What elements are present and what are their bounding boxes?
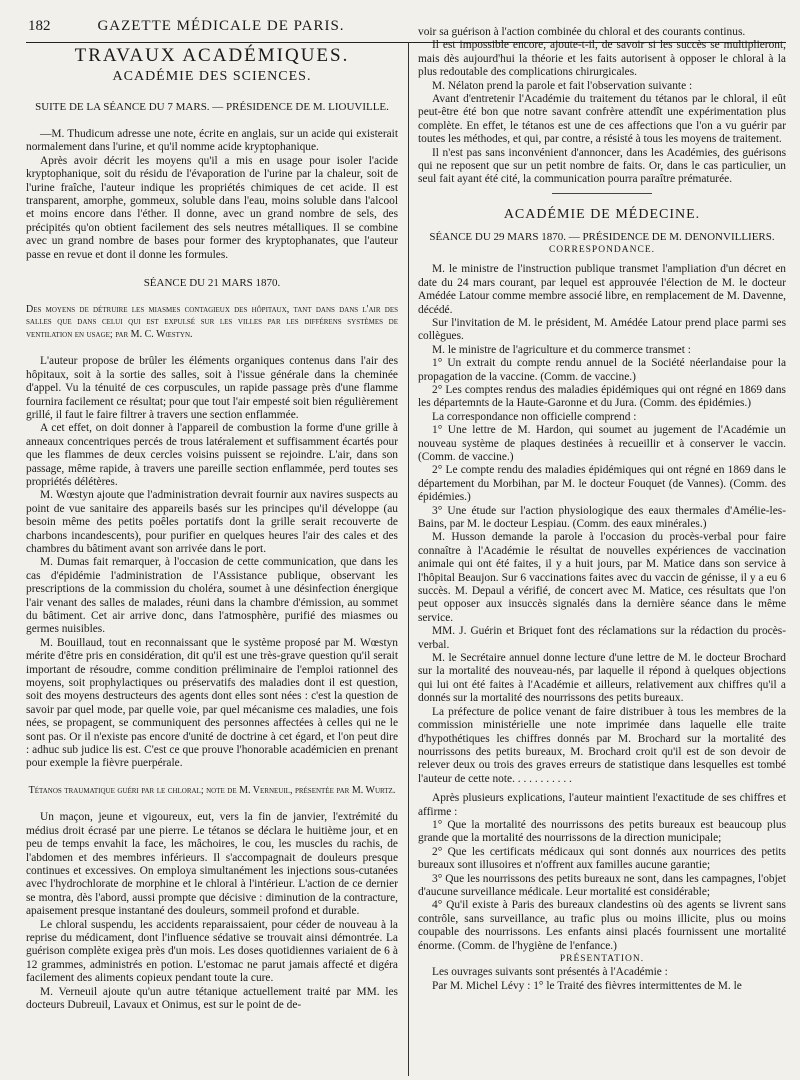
paragraph: 1° Que la mortalité des nourrissons des petits bureaux est beaucoup plus grande que la mortalité des nourrissons de la direction municipale;	[418, 818, 786, 845]
paragraph: M. Verneuil ajoute qu'un autre tétanique actuellement traité par MM. les docteurs Dubreuil, Lavaux et Onimus, est sur le point de de-	[26, 985, 398, 1011]
right-column	[418, 26, 786, 1058]
paragraph: 1° Un extrait du compte rendu annuel de la Société néerlandaise pour la propagation de la vaccine. (Comm. de vaccine.)	[418, 357, 786, 383]
communication-title: Des moyens de détruire les miasmes contagieux des hôpitaux, tant dans dans l'air des salles que dans celui qui est expulsé sur les villes par les différens systèmes de ventilation en usage; par M. C. Wœstyn.	[26, 304, 398, 340]
column-divider	[408, 42, 409, 1076]
paragraph: Les ouvrages suivants sont présentés à l'Académie :	[432, 966, 668, 979]
paragraph: M. le Secrétaire annuel donne lecture d'une lettre de M. le docteur Brochard sur la mortalité des nouveau-nés, par laquelle il répond à quelques objections qui lui ont été faites à l'Académie et ailleurs, relativement aux chiffres qu'il a donnés sur la mortalité des nourrissons des petits bureaux.	[418, 652, 786, 705]
page-number: 182	[28, 18, 51, 34]
seance-heading: SÉANCE DU 21 MARS 1870.	[143, 277, 281, 290]
paragraph: Avant d'entretenir l'Académie du traitement du tétanos par le chloral, il eût peut-être été bon que notre savant confrère attendît une expérimentation plus complète. En effet, le tétanos est une de ces affections que l'on a vu guérir par toutes les méthodes, et qui, par contre, a résisté à tous les moyens de traitement.	[418, 93, 786, 146]
paragraph: M. Nélaton prend la parole et fait l'observation suivante :	[432, 79, 693, 92]
paragraph: La préfecture de police venant de faire distribuer à tous les membres de la commission ministérielle une note imprimée dans laquelle elle traite d'hypothétiques les chiffres donnés par M. Brochard sur la mortalité des nourrissons des petits bureaux, M. Brochard croit qu'il est de son devoir de relever deux ou trois des graves erreurs de statistique dans lesquelles est tombé l'auteur de cette note. . . . . . . . . . .	[418, 705, 786, 785]
paragraph: 2° Le compte rendu des maladies épidémiques qui ont régné en 1869 dans le département du Morbihan, par M. le docteur Fouquet (de Vannes). (Comm. des épidémies.)	[418, 464, 786, 504]
paragraph: 4° Qu'il existe à Paris des bureaux clandestins où des agents se livrent sans contrôle, sans surveillance, au trafic plus ou moins illicite, plus ou moins coupable des nourrissons. Les enfants ainsi placés fournissent une mortalité énorme. (Comm. de l'hygiène de l'enfance.)	[418, 899, 786, 952]
paragraph: voir sa guérison à l'action combinée du chloral et des courants continus.	[418, 26, 746, 38]
section-title: TRAVAUX ACADÉMIQUES.	[74, 45, 350, 66]
paragraph: Après avoir décrit les moyens qu'il a mis en usage pour isoler l'acide kryptophanique, soit du résidu de l'évaporation de l'urine par la chaleur, soit de l'urine fraîche, l'auteur indique les propriétés chimiques de cet acide. Il est transparent, amorphe, gommeux, soluble dans l'eau, moins soluble dans l'alcool et moins encore dans l'éther. Il donne, avec un grand nombre de sels, des précipités qu'on obtient facilement des sels neutres métalliques. Il se combine avec un grand nombre de bases pour former des kryptophanates, que l'auteur passe en revue et dont il donne les formules.	[26, 154, 398, 261]
paragraph: M. Bouillaud, tout en reconnaissant que le système proposé par M. Wœstyn mérite d'être pris en considération, dit qu'il est une très-grave question qu'il serait important de résoudre, comme condition préliminaire de l'emploi rationnel des moyens, soit prophylactiques ou préservatifs des maladies dont il est question, soit des moyens destructeurs des agents dont elles sont nées : c'est la question de savoir par quel mode, par quelle voie, par quel mécanisme ces maladies, une fois nées, se propagent, se communiquent des personnes affectées à celles qui ne le sont pas. Or il n'existe pas encore d'unité de doctrine à cet égard, et l'on peut dire : adhuc sub judice lis est. C'est ce que prouve l'honorable académicien en prenant pour exemple la fièvre puerpérale.	[26, 636, 398, 770]
paragraph: Par M. Michel Lévy : 1° le Traité des fièvres intermittentes de M. le	[432, 979, 742, 992]
seance-heading: SÉANCE DU 29 MARS 1870. — PRÉSIDENCE DE M. DENONVILLIERS.	[429, 230, 775, 243]
paragraph: A cet effet, on doit donner à l'appareil de combustion la forme d'une grille à anneaux concentriques percés de trous latéralement et suffisamment écartés pour que les flammes de deux cercles voisins puissent se rejoindre. L'air, dans son passage, même rapide, à travers une pareille section enflammée, perd toutes ses propriétés délétères.	[26, 422, 398, 488]
paragraph: 3° Que les nourrissons des petits bureaux ne sont, dans les campagnes, l'objet d'aucune surveillance médicale. Leur mortalité est considérable;	[418, 872, 786, 898]
presentation-heading: PRÉSENTATION.	[559, 954, 645, 964]
paragraph: Sur l'invitation de M. le président, M. Amédée Latour prend place parmi ses collègues.	[418, 316, 786, 343]
paragraph: 2° Les comptes rendus des maladies épidémiques qui ont régné en 1869 dans les départemnts de la Haute-Garonne et du Jura. (Comm. des épidémies.)	[418, 383, 786, 410]
paragraph: Un maçon, jeune et vigoureux, eut, vers la fin de janvier, l'extrémité du médius droit écrasé par une pierre. Le tétanos se déclara le huitième jour, et en peu de temps envahit la face, les mâchoires, le cou, les muscles du rachis, de l'abdomen et des membres inférieurs. Il s'accompagnait de douleurs presque continues et excessives. On employa simultanément les injections sous-cutanées avec l'hydrochlorate de morphine et le chloral à l'intérieur. L'action de ce dernier se montra, dès l'abord, aussi prompte que décisive : diminution de la contracture, apaisement presque instantané des douleurs, sommeil profond et durable.	[26, 811, 398, 918]
paragraph: L'auteur propose de brûler les éléments organiques contenus dans l'air des hôpitaux, soit à la sortie des salles, soit à l'issue générale dans la cheminée d'appel. Vu la ténuité de ces corpuscules, un rapide passage près d'une flamme fournira facilement ce résultat; pour que tout l'air empesté soit bien régulièrement grillé, il faut le faire filtrer à travers une section enflammée.	[26, 355, 398, 421]
seance-heading: SUITE DE LA SÉANCE DU 7 MARS. — PRÉSIDENCE DE M. LIOUVILLE.	[35, 101, 389, 113]
paragraph: 2° Que les certificats médicaux qui sont donnés aux nourrices des petits bureaux sont illusoires et n'offrent aux familles aucune garantie;	[418, 845, 786, 872]
paragraph: Après plusieurs explications, l'auteur maintient l'exactitude de ses chiffres et affirme :	[418, 792, 786, 818]
paragraph: Il n'est pas sans inconvénient d'annoncer, dans les Académies, des guérisons qui ne reposent que sur un petit nombre de faits. Or, dans le cas particulier, un seul fait ayant été cité, la communication pourra paraître prématurée.	[418, 146, 786, 186]
correspondance-heading: CORRESPONDANCE.	[548, 244, 656, 255]
paragraph: M. Husson demande la parole à l'occasion du procès-verbal pour faire connaître à l'Académie le résultat de nouvelles expériences de vaccination animale qui ont été faites, il y a huit jours, par M. Matice dans son service à l'hôpital Beaujon. Sur 6 vaccinations faites avec du vaccin de génisse, il y a eu 6 succès. M. Depaul a vérifié, de concert avec M. Matice, ces résultats que l'on peut opposer aux insuccès signalés dans la dernière séance dans le même service.	[418, 531, 786, 624]
paragraph: 1° Une lettre de M. Hardon, qui soumet au jugement de l'Académie un nouveau système de plaques destinées à recueillir et à conserver le vaccin. (Comm. de vaccine.)	[418, 424, 786, 463]
paragraph: —M. Thudicum adresse une note, écrite en anglais, sur un acide qui existerait normalement dans l'urine, et qu'il nomme acide kryptophanique.	[26, 128, 398, 154]
newspaper-page	[26, 12, 786, 1076]
paragraph: M. le ministre de l'instruction publique transmet l'ampliation d'un décret en date du 24 mars courant, par lequel est approuvée l'élection de M. le docteur Amédée Latour comme membre associé libre, en remplacement de M. Davenne, décédé.	[418, 263, 786, 316]
paragraph: La correspondance non officielle comprend :	[432, 410, 637, 423]
paragraph: M. Dumas fait remarquer, à l'occasion de cette communication, que dans les cas d'épidémie l'administration de l'Assistance publique, observant les prescriptions de la commission du choléra, soumet à une désinfection énergique l'air venant des salles de malades, réuni dans la chambre d'émission, au sommet du bâtiment. Cet air arrive donc, dans l'atmosphère, purifié des miasmes ou germes nuisibles.	[26, 556, 398, 636]
section-rule	[552, 193, 652, 194]
left-column	[26, 44, 398, 1076]
communication-title: Tétanos traumatique guéri par le chloral; note de M. Verneuil, présentée par M. Wurtz.	[28, 784, 396, 796]
paragraph: Le chloral suspendu, les accidents reparaissaient, pour céder de nouveau à la reprise du médicament, dont l'influence sédative se trouvait ainsi démontrée. La guérison complète exigea près d'un mois. Les doses quotidiennes variaient de 6 à 12 grammes, administrés en potion. L'estomac ne parut jamais affecté et digéra facilement des aliments copieux pendant toute la cure.	[26, 918, 398, 985]
paragraph: Il est impossible encore, ajoute-t-il, de savoir si les succès se multiplieront, mais dès aujourd'hui la théorie et les faits autorisent à opposer le chloral à la plus redoutable des complications chirurgicales.	[418, 39, 786, 79]
paragraph: MM. J. Guérin et Briquet font des réclamations sur la rédaction du procès-verbal.	[418, 625, 786, 651]
section-subtitle: ACADÉMIE DES SCIENCES.	[112, 69, 312, 84]
journal-title: GAZETTE MÉDICALE DE PARIS.	[97, 18, 345, 34]
academy-title: ACADÉMIE DE MÉDECINE.	[503, 206, 701, 222]
paragraph: 3° Une étude sur l'action physiologique des eaux thermales d'Amélie-les-Bains, par M. le docteur Lespiau. (Comm. des eaux minérales.)	[418, 504, 786, 530]
paragraph: M. le ministre de l'agriculture et du commerce transmet :	[432, 343, 691, 356]
paragraph: M. Wœstyn ajoute que l'administration devrait fournir aux navires suspects au point de vue sanitaire des appareils basés sur les principes qu'il développe (au besoin même des petits poêles portatifs dont la grille serait recouverte de charbons incandescents), pour purifier en quelques heures l'air des cales et des chambres du bâtiment avant son arrivée dans le port.	[26, 489, 398, 555]
